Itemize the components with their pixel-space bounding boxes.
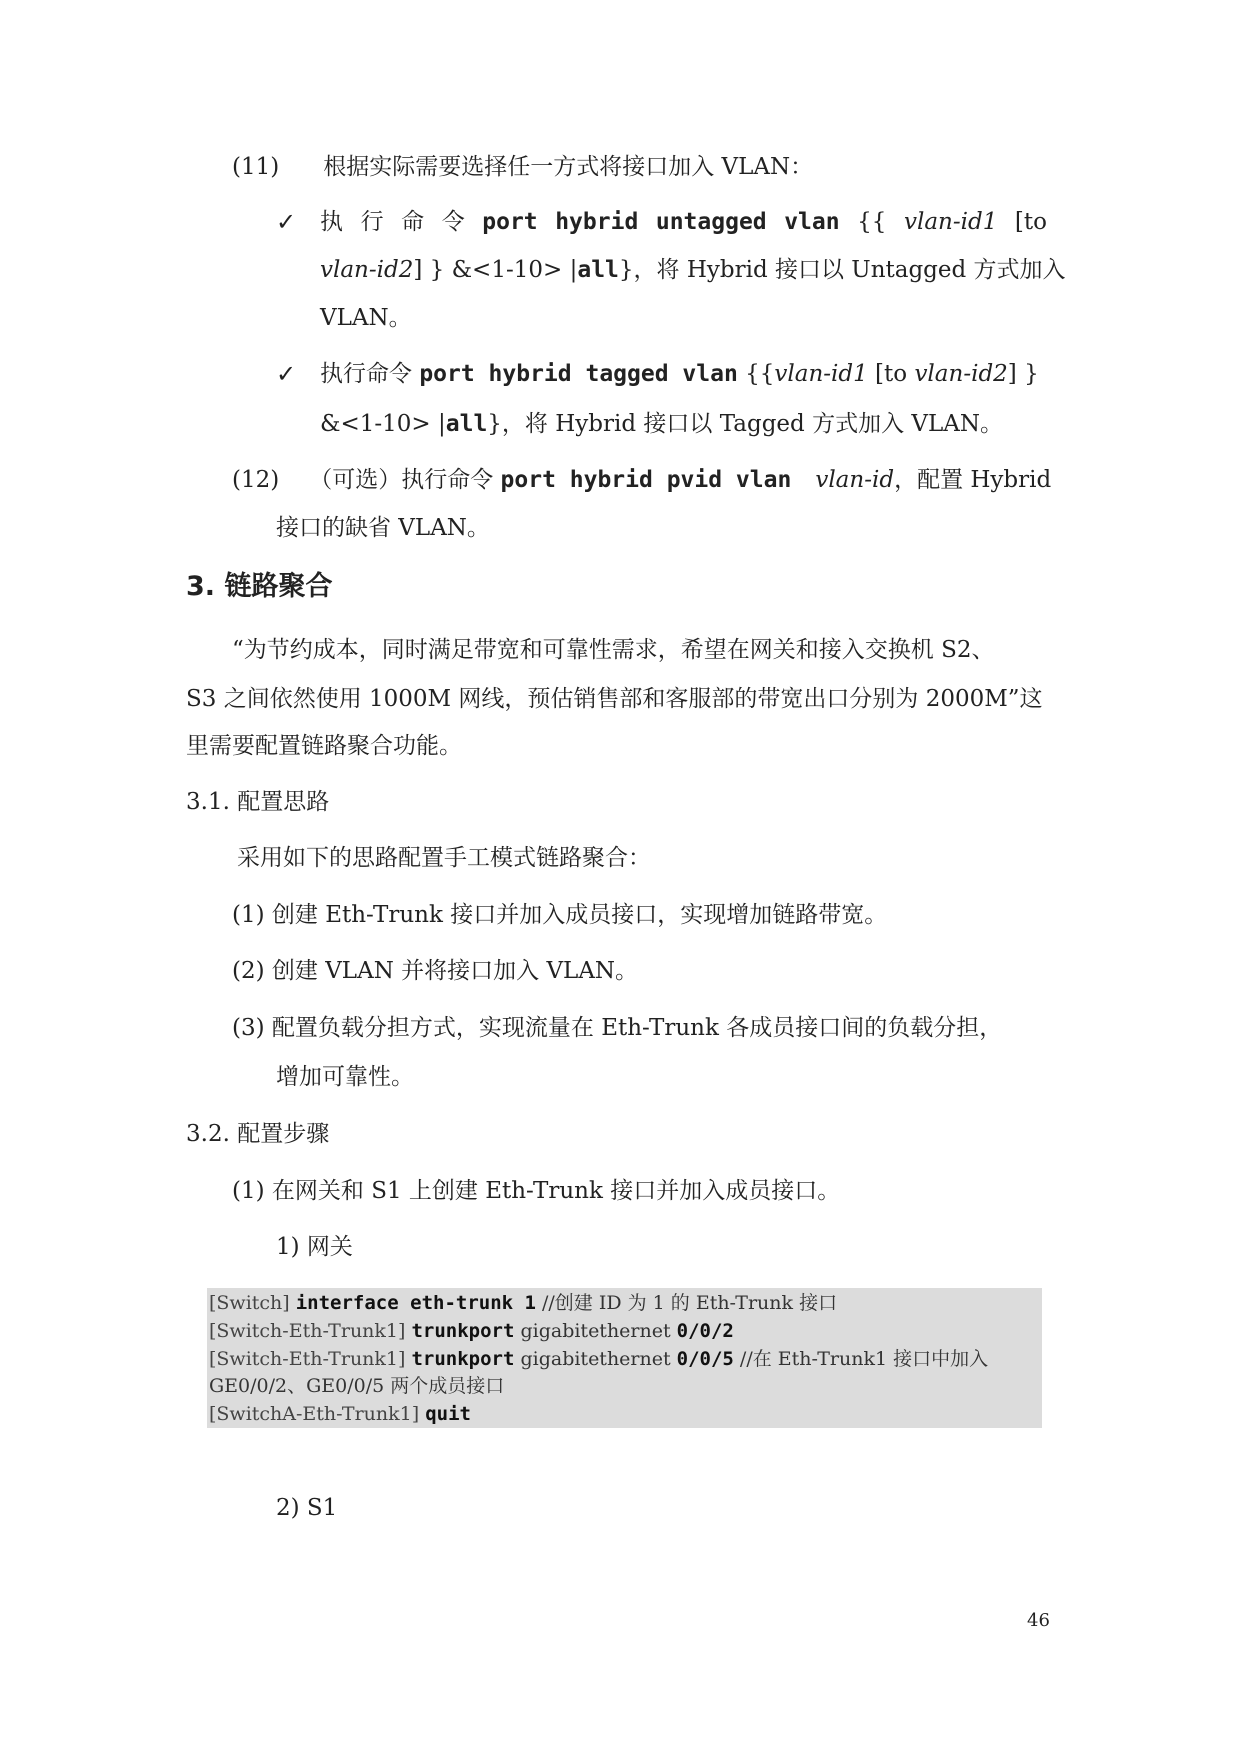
- item-12-line-2: 接口的缺省 VLAN。: [276, 515, 490, 541]
- item-11: [232, 152, 813, 182]
- check-icon: ✓: [276, 360, 297, 388]
- list-item: (2) 创建 VLAN 并将接口加入 VLAN。: [232, 958, 639, 984]
- sub-list-item: 1) 网关: [276, 1234, 353, 1260]
- subsection-title: 3.1. 配置思路: [186, 789, 330, 815]
- command-keyword: all: [577, 257, 619, 283]
- item-number: (12): [232, 467, 280, 493]
- bullet-1-line-2: vlan-id2] } &<1-10> |all}，将 Hybrid 接口以 Untagged 方式加入: [320, 257, 1066, 283]
- list-item-continued: 增加可靠性。: [276, 1064, 414, 1090]
- command-keyword: port hybrid pvid vlan: [500, 467, 792, 493]
- list-item: (1) 创建 Eth-Trunk 接口并加入成员接口，实现增加链路带宽。: [232, 902, 888, 928]
- subsection-title: 3.2. 配置步骤: [186, 1121, 330, 1147]
- argument: vlan-id: [815, 467, 895, 493]
- code-line: [Switch] interface eth-trunk 1 //创建 ID 为 1 的 Eth-Trunk 接口: [209, 1292, 838, 1314]
- check-icon: ✓: [276, 208, 297, 236]
- argument: vlan-id2: [320, 257, 414, 283]
- paragraph-line: “为节约成本，同时满足带宽和可靠性需求，希望在网关和接入交换机 S2、: [232, 637, 995, 663]
- item-12: (12) （可选）执行命令 port hybrid pvid vlan vlan-id，配置 Hybrid: [232, 467, 1052, 493]
- code-line: [Switch-Eth-Trunk1] trunkport gigabitethernet 0/0/2: [209, 1320, 734, 1342]
- command-keyword: port hybrid tagged vlan: [419, 361, 738, 387]
- bullet-1-line-1: 执 行 命 令 port hybrid untagged vlan {{ vlan-id1 [to: [320, 209, 1047, 235]
- list-item: (1) 在网关和 S1 上创建 Eth-Trunk 接口并加入成员接口。: [232, 1178, 841, 1204]
- command-keyword: port: [482, 209, 538, 235]
- section-heading: 3. 链路聚合: [186, 571, 333, 602]
- command-keyword: untagged: [655, 209, 767, 235]
- code-line: [Switch-Eth-Trunk1] trunkport gigabitethernet 0/0/5 //在 Eth-Trunk1 接口中加入: [209, 1348, 989, 1370]
- paragraph-line: S3 之间依然使用 1000M 网线，预估销售部和客服部的带宽出口分别为 2000M”这: [186, 686, 1043, 712]
- argument: vlan-id1: [774, 361, 868, 387]
- item-text: 根据实际需要选择任一方式将接口加入 VLAN：: [323, 154, 814, 180]
- page-number: 46: [1027, 1610, 1050, 1631]
- bullet-2-line-2: &<1-10> |all}，将 Hybrid 接口以 Tagged 方式加入 VLAN。: [320, 411, 1003, 437]
- intro-text: 采用如下的思路配置手工模式链路聚合：: [237, 845, 651, 871]
- command-keyword: vlan: [784, 209, 840, 235]
- list-item: (3) 配置负载分担方式，实现流量在 Eth-Trunk 各成员接口间的负载分担，: [232, 1015, 1003, 1041]
- code-line: GE0/0/2、GE0/0/5 两个成员接口: [209, 1375, 505, 1397]
- paragraph-line: 里需要配置链路聚合功能。: [186, 733, 462, 759]
- bullet-2-line-1: 执行命令 port hybrid tagged vlan {{vlan-id1 [to vlan-id2] }: [320, 361, 1039, 387]
- argument: vlan-id1: [904, 209, 998, 235]
- sub-list-item: 2) S1: [276, 1495, 338, 1521]
- bullet-1-line-3: VLAN。: [320, 305, 412, 331]
- item-number: (11): [232, 154, 280, 180]
- argument: vlan-id2: [914, 361, 1008, 387]
- code-line: [SwitchA-Eth-Trunk1] quit: [209, 1403, 471, 1425]
- command-keyword: hybrid: [555, 209, 639, 235]
- command-keyword: all: [445, 411, 488, 437]
- code-block: [207, 1288, 1042, 1428]
